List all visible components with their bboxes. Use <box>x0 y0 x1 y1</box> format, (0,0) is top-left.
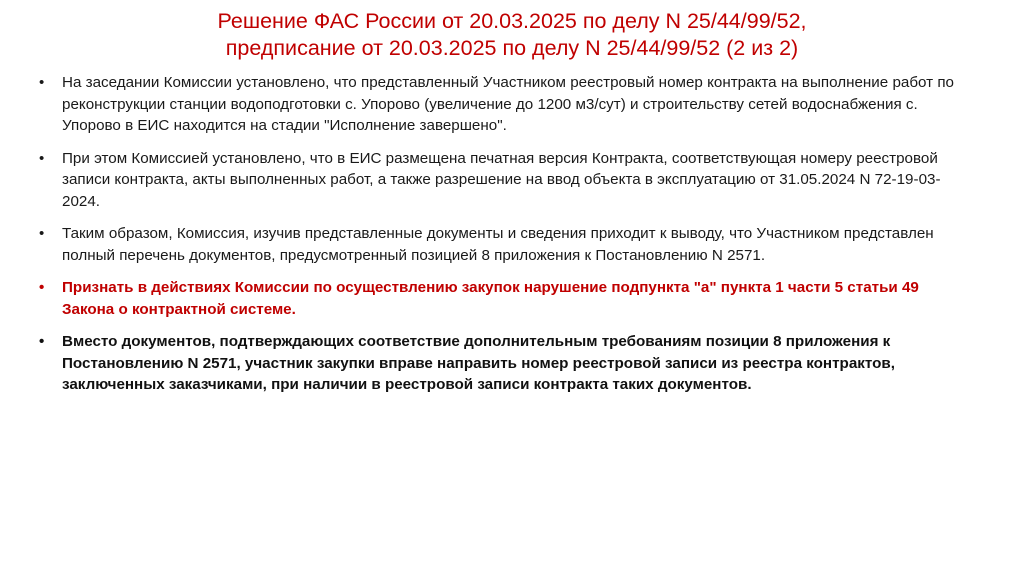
bullet-item <box>38 72 968 137</box>
bullet-item <box>38 223 968 266</box>
bullet-text: Вместо документов, подтверждающих соответствие дополнительным требованиям позиции 8 приложения к Постановлению N 2571, участник закупки вправе направить номер реестровой записи из реестра контрактов, заключенных заказчиками, при наличии в реестровой записи контракта таких документов. <box>62 333 895 393</box>
bullet-dot-icon: • <box>39 149 45 167</box>
slide-title-line-2: предписание от 20.03.2025 по делу N 25/44/99/52 (2 из 2) <box>225 36 799 60</box>
bullet-item-conclusion <box>38 331 968 396</box>
bullet-dot-icon: • <box>39 74 45 91</box>
slide-title-line-1: Решение ФАС России от 20.03.2025 по делу N 25/44/99/52, <box>217 9 807 33</box>
bullet-item-decision <box>38 277 968 320</box>
bullet-text: На заседании Комиссии установлено, что представленный Участником реестровый номер контракта на выполнение работ по реконструкции станции водоподготовки с. Упорово (увеличение до 1200 м3/сут) и строительству сетей водоснабжения с. Упорово в ЕИС находится на стадии "Исполнение завершено". <box>62 74 954 134</box>
bullet-text: Таким образом, Комиссия, изучив представленные документы и сведения приходит к выводу, что Участником представлен полный перечень документов, предусмотренный позицией 8 приложения к Постановлению N 2571. <box>62 225 934 264</box>
bullet-item <box>38 148 968 213</box>
bullet-text: Признать в действиях Комиссии по осуществлению закупок нарушение подпункта "а" пункта 1 части 5 статьи 49 Закона о контрактной системе. <box>62 279 919 318</box>
bullet-text: При этом Комиссией установлено, что в ЕИС размещена печатная версия Контракта, соответствующая номеру реестровой записи контракта, акты выполненных работ, а также разрешение на ввод объекта в эксплуатацию от 31.05.2024 N 72-19-03-2024. <box>62 149 941 210</box>
bullet-list <box>38 72 968 407</box>
slide-title <box>40 8 984 62</box>
bullet-dot-icon: • <box>39 279 45 296</box>
bullet-dot-icon: • <box>39 225 45 242</box>
bullet-dot-icon: • <box>39 333 45 350</box>
